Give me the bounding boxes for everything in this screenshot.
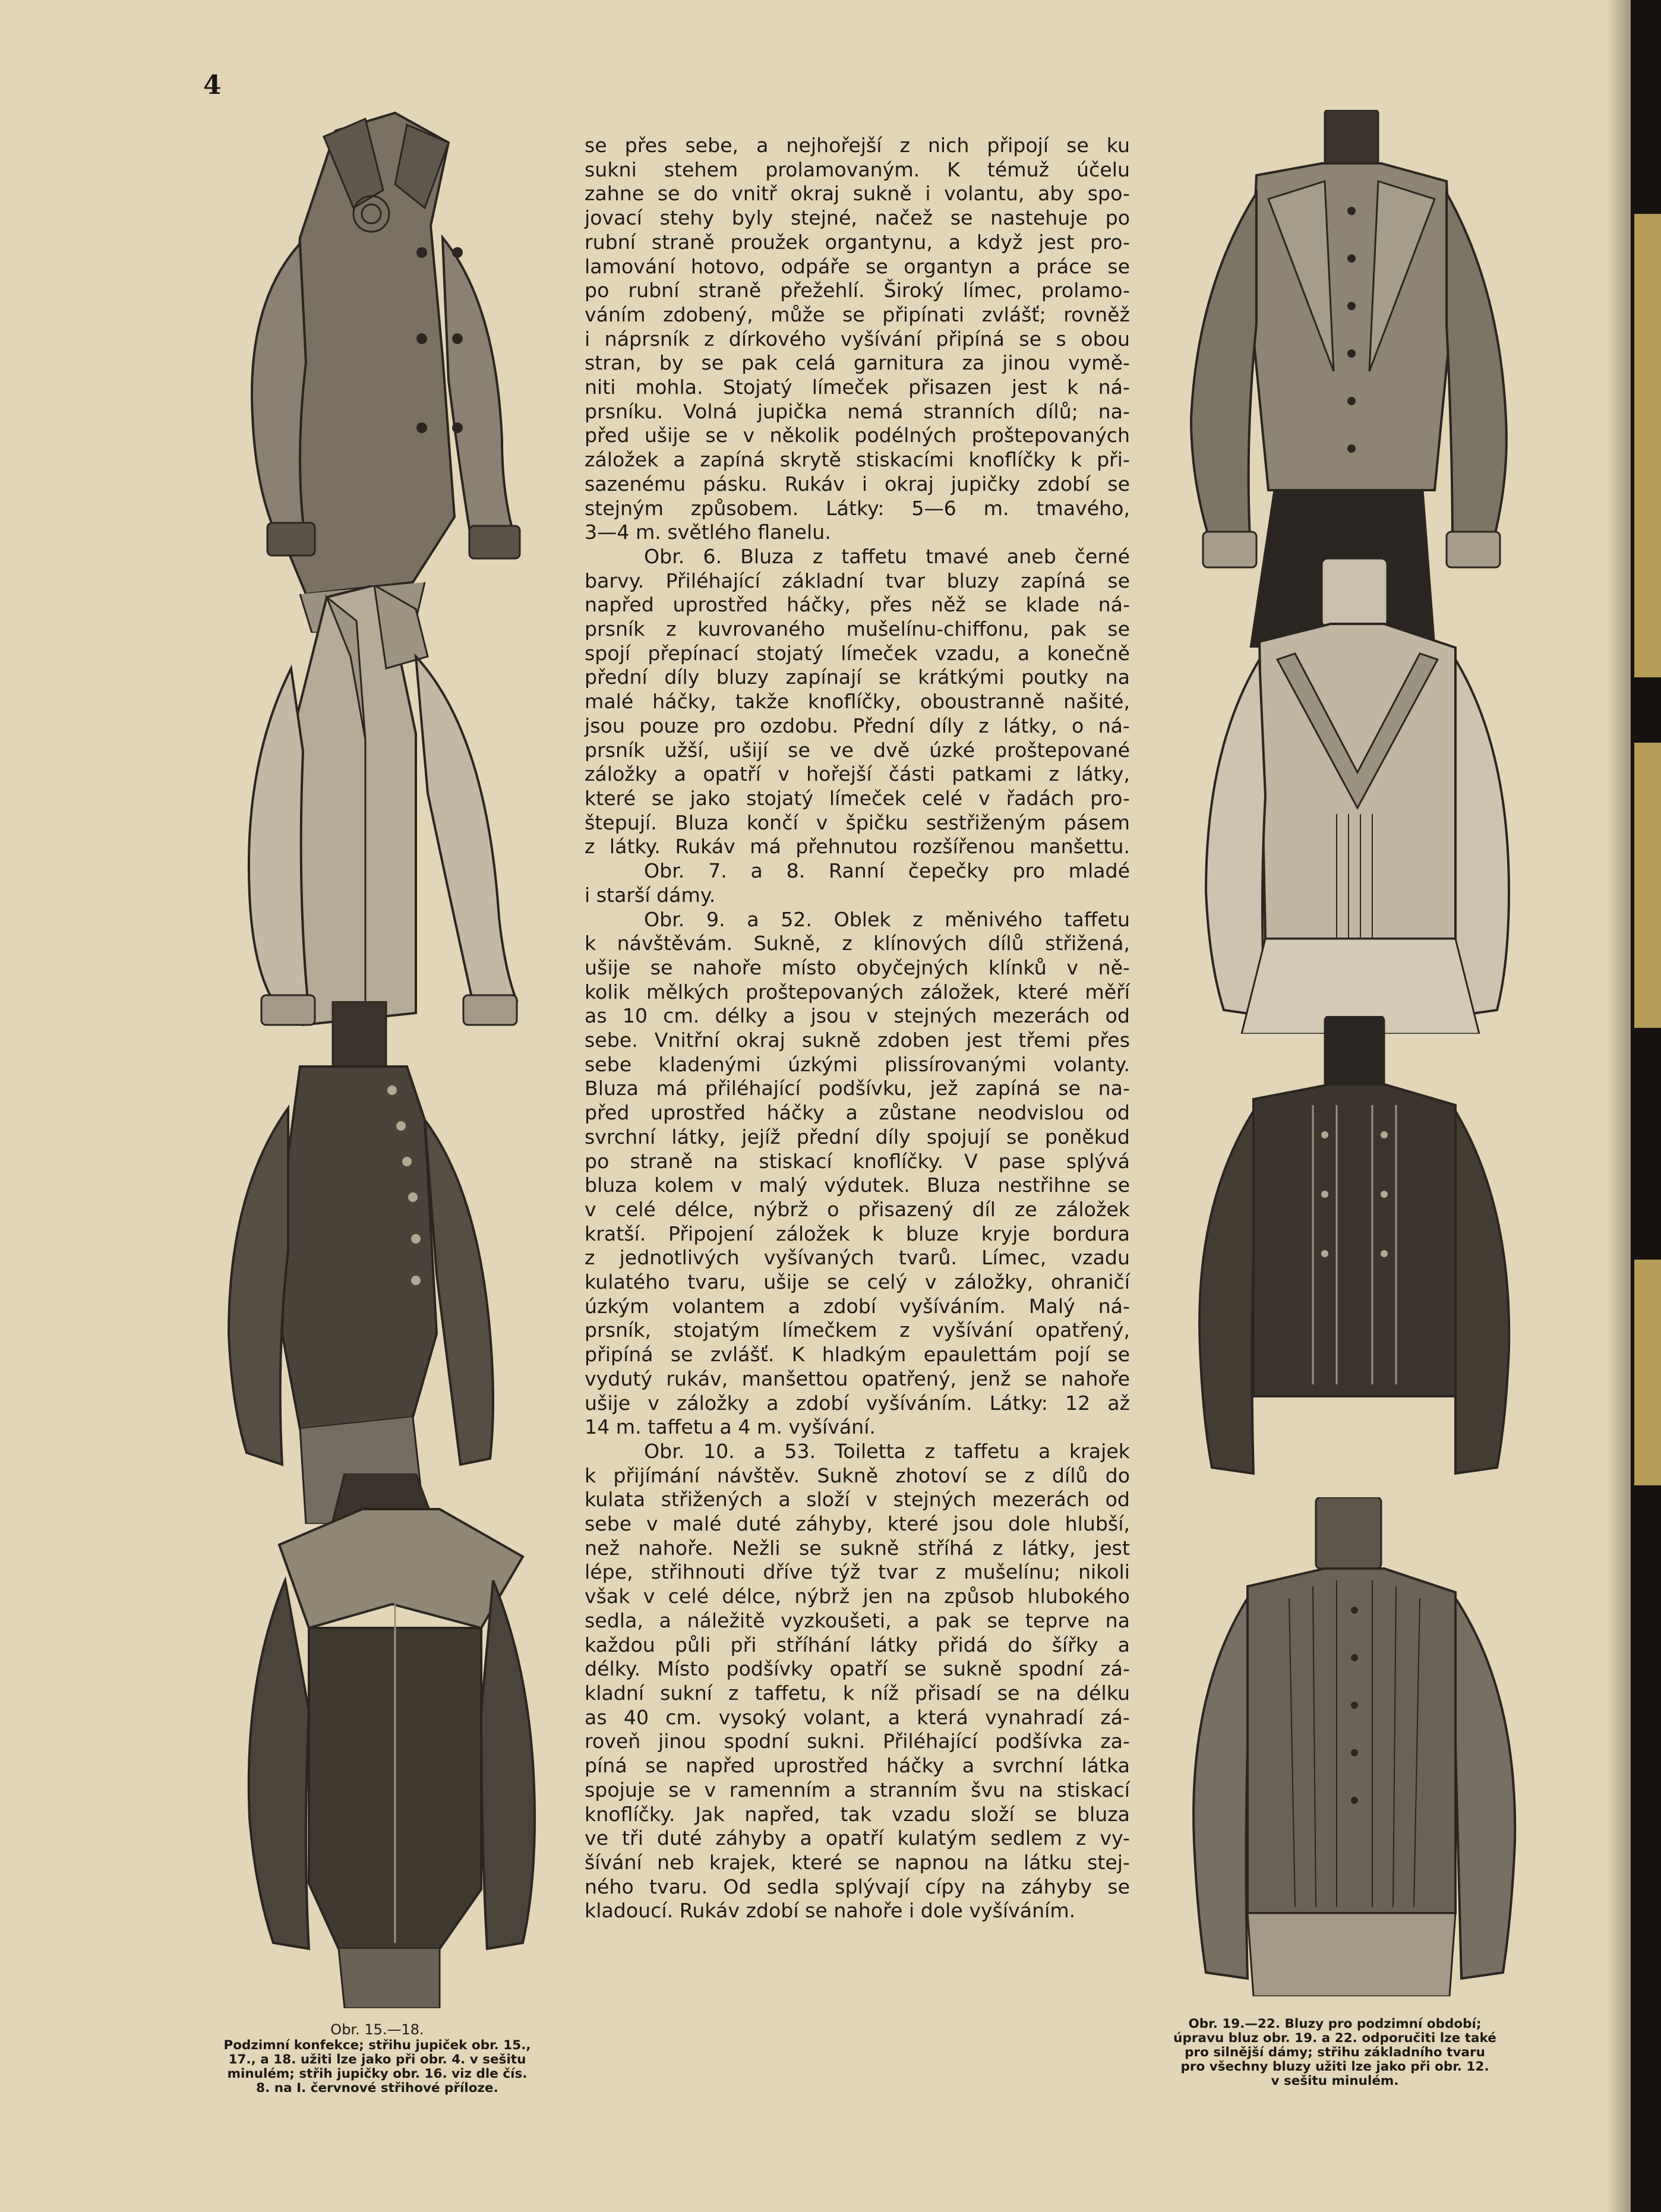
text-line: prsníku. Volná jupička nemá stranních dílů; na- (585, 399, 1130, 423)
text-line: které se jako stojatý límeček celé v řadách pro- (585, 786, 1130, 810)
caption-figures-15-18 (194, 2022, 561, 2096)
text-line: ného tvaru. Od sedla splývají cípy na záhyby se (585, 1875, 1130, 1898)
page-edge-strip (1634, 743, 1661, 1028)
text-line: po straně na stiskací knoflíčky. V pase splývá (585, 1149, 1130, 1173)
text-line: as 40 cm. vysoký volant, a která vynahradí zá- (585, 1705, 1130, 1729)
article-body (585, 134, 1130, 1923)
text-line: štepují. Bluza končí v špičku sestřiženým pásem (585, 810, 1130, 834)
text-line: roveň jinou spodní sukni. Přiléhající podšívka za- (585, 1730, 1130, 1753)
text-line: před ušije se v několik podélných proštepovaných (585, 424, 1130, 447)
text-line: sebe. Vnitřní okraj sukně zdoben jest třemi přes (585, 1028, 1130, 1052)
text-line: prsník užší, ušijí se ve dvě úzké proštepované (585, 738, 1130, 762)
text-line: barvy. Přiléhající základní tvar bluzy zapíná se (585, 569, 1130, 592)
text-line: 3—4 m. světlého flanelu. (585, 520, 831, 544)
text-line: spojí přepínací stojatý límeček vzadu, a konečně (585, 641, 1130, 665)
text-line: Obr. 10. a 53. Toiletta z taffetu a krajek (644, 1439, 1130, 1463)
caption-left-line: minulém; střih jupičky obr. 16. viz dle čís. (227, 2066, 528, 2081)
text-line: kolik mělkých proštepovaných záložek, které měří (585, 980, 1130, 1004)
text-line: rubní straně proužek organtynu, a když jest pro- (585, 230, 1130, 254)
text-line: k návštěvám. Sukně, z klínových dílů střižená, (585, 932, 1130, 955)
caption-left-line: 17., a 18. užiti lze jako při obr. 4. v sešitu (228, 2052, 526, 2067)
text-line: však v celé délce, nýbrž jen na způsob hlubokého (585, 1585, 1130, 1608)
figure-blouse-22 (1188, 1497, 1521, 1996)
caption-figures-19-22 (1150, 2017, 1520, 2088)
text-line: šívání neb krajek, které se napnou na látku stej- (585, 1850, 1130, 1874)
text-line: před uprostřed háčky a zůstane neodvislou od (585, 1101, 1130, 1125)
jacket-dark-side-buttoned-illustration (211, 1001, 505, 1524)
text-line: lépe, střihnouti dříve týž tvar z mušelínu; nikoli (585, 1560, 1130, 1584)
figure-jacket-18 (244, 1473, 541, 2008)
text-line: knoflíčky. Jak napřed, tak vzadu složí se bluza (585, 1802, 1130, 1826)
text-line: sebe kladenými úzkými plissírovanými volanty. (585, 1052, 1130, 1076)
text-line: sukni stehem prolamovaným. K témuž účelu (585, 157, 1130, 181)
page-number: 4 (203, 70, 222, 100)
text-line: kulatého tvaru, ušije se celý v záložky, ohraničí (585, 1270, 1130, 1294)
text-line: jsou pouze pro ozdobu. Přední díly z látky, o ná- (585, 714, 1130, 737)
book-edge (1631, 0, 1661, 2212)
text-line: vydutý rukáv, manšettou opatřený, jenž se nahoře (585, 1367, 1130, 1390)
text-line: napřed uprostřed háčky, přes něž se klade ná- (585, 593, 1130, 617)
text-line: kladoucí. Rukáv zdobí se nahoře i dole vyšíváním. (585, 1899, 1076, 1923)
text-line: i starší dámy. (585, 883, 716, 907)
figure-blouse-20 (1200, 558, 1515, 1034)
text-line: stejným způsobem. Látky: 5—6 m. tmavého, (585, 496, 1130, 520)
text-line: ušije se nahoře místo obyčejných klínků v ně- (585, 955, 1130, 979)
text-line: k přijímání návštěv. Sukně zhotoví se z dílů do (585, 1463, 1130, 1487)
text-line: každou půli při stříhání látky přidá do šířky a (585, 1633, 1130, 1656)
jacket-cape-collar-illustration (244, 1473, 541, 2008)
text-line: váním zdobený, může se připínati zvlášť; rovněž (585, 302, 1130, 326)
text-line: přední díly bluzy zapínají se krátkými poutky na (585, 665, 1130, 689)
text-line: kladní sukní z taffetu, k níž přisadí se na délku (585, 1681, 1130, 1705)
text-line: sedla, a náležitě vyzkoušeti, a pak se teprve na (585, 1608, 1130, 1632)
text-line: z látky. Rukáv má přehnutou rozšířenou manšettu. (585, 835, 1130, 859)
caption-left-line: Podzimní konfekce; střihu jupiček obr. 15., (223, 2038, 531, 2053)
text-line: délky. Místo podšívky opatří se sukně spodní zá- (585, 1657, 1130, 1681)
caption-left-line: 8. na I. červnové střihové příloze. (256, 2081, 498, 2096)
text-line: spojuje se v ramenním a stranním švu na stiskací (585, 1778, 1130, 1801)
blouse-gray-tucked-illustration (1188, 1497, 1521, 1996)
blouse-dark-pintucked-illustration (1194, 1016, 1515, 1479)
page-edge-strip (1634, 1260, 1661, 1485)
text-line: kratší. Připojení záložek k bluze kryje bordura (585, 1222, 1130, 1245)
text-line: záložky a opatří v hořejší části patkami z látky, (585, 762, 1130, 786)
figure-jacket-16 (238, 585, 523, 1046)
text-line: ušije v záložky a zdobí vyšíváním. Látky: 12 až (585, 1391, 1130, 1415)
figure-jacket-15 (235, 107, 547, 633)
figure-jacket-17 (211, 1001, 505, 1524)
text-line: píná se napřed uprostřed háčky a svrchní látka (585, 1754, 1130, 1778)
text-line: než nahoře. Nežli se sukně stříhá z látky, jest (585, 1536, 1130, 1560)
text-line: sebe v malé duté záhyby, které jsou dole hlubší, (585, 1512, 1130, 1536)
text-line: připíná se zvlášť. K hladkým epaulettám pojí se (585, 1343, 1130, 1367)
text-line: prsník z kuvrovaného mušelínu-chiffonu, pak se (585, 617, 1130, 641)
caption-right-line: v sešitu minulém. (1271, 2074, 1399, 2088)
jacket-double-breasted-illustration (235, 107, 547, 633)
text-line: stran, by se pak celá garnitura za jinou vymě- (585, 351, 1130, 375)
caption-right-line: pro silnější dámy; střihu základního tvaru (1185, 2045, 1485, 2060)
text-line: Obr. 7. a 8. Ranní čepečky pro mladé (644, 859, 1130, 883)
text-line: záložek a zapíná skrytě stiskacími knoflíčky k při- (585, 448, 1130, 472)
text-line: lamování hotovo, odpáře se organtyn a práce se (585, 254, 1130, 278)
text-line: malé háčky, takže knoflíčky, oboustranně našité, (585, 690, 1130, 714)
text-line: i náprsník z dírkového vyšívání připíná se s obou (585, 327, 1130, 351)
text-line: svrchní látky, jejíž přední díly spojují se poněkud (585, 1125, 1130, 1148)
text-line: sazenému pásku. Rukáv i okraj jupičky zdobí se (585, 472, 1130, 496)
text-line: se přes sebe, a nejhořejší z nich připojí se ku (585, 134, 1130, 157)
text-line: 14 m. taffetu a 4 m. vyšívání. (585, 1415, 876, 1439)
caption-left-title: Obr. 15.—18. (330, 2021, 424, 2038)
caption-right-line: Obr. 19.—22. Bluzy pro podzimní období; (1188, 2017, 1482, 2031)
text-line: Obr. 6. Bluza z taffetu tmavé aneb černé (644, 544, 1130, 568)
text-line: prsník, stojatým límečkem z vyšívání opatřený, (585, 1318, 1130, 1342)
text-line: úzkým volantem a zdobí vyšíváním. Malý ná- (585, 1294, 1130, 1318)
text-line: as 10 cm. délky a jsou v stejných mezerách od (585, 1004, 1130, 1028)
text-line: v celé délce, nýbrž o přisazený díl ze záložek (585, 1197, 1130, 1221)
text-line: Bluza má přiléhající podšívku, jež zapíná se na- (585, 1077, 1130, 1100)
text-line: niti mohla. Stojatý límeček přisazen jest k ná- (585, 375, 1130, 399)
text-line: jovací stehy byly stejné, načež se nastehuje po (585, 206, 1130, 230)
caption-right-line: úpravu bluz obr. 19. a 22. odporučiti lze také (1173, 2031, 1496, 2046)
text-line: bluza kolem v malý výdutek. Bluza nestřihne se (585, 1173, 1130, 1197)
text-line: kulata střižených a složí v stejných mezerách od (585, 1488, 1130, 1512)
jacket-light-loose-illustration (238, 585, 523, 1046)
text-line: zahne se do vnitř okraj sukně i volantu, aby spo- (585, 182, 1130, 206)
caption-right-line: pro všechny bluzy užiti lze jako při obr. 12. (1180, 2059, 1489, 2074)
text-line: ve tři duté záhyby a opatří kulatým sedlem z vy- (585, 1826, 1130, 1850)
text-line: Obr. 9. a 52. Oblek z měnivého taffetu (644, 907, 1130, 931)
text-line: z jednotlivých vyšívaných tvarů. Límec, vzadu (585, 1246, 1130, 1270)
text-line: po rubní straně přežehlí. Široký límec, prolamo- (585, 279, 1130, 302)
figure-blouse-21 (1194, 1016, 1515, 1479)
blouse-light-pleated-illustration (1200, 558, 1515, 1034)
page-edge-strip (1634, 214, 1661, 677)
